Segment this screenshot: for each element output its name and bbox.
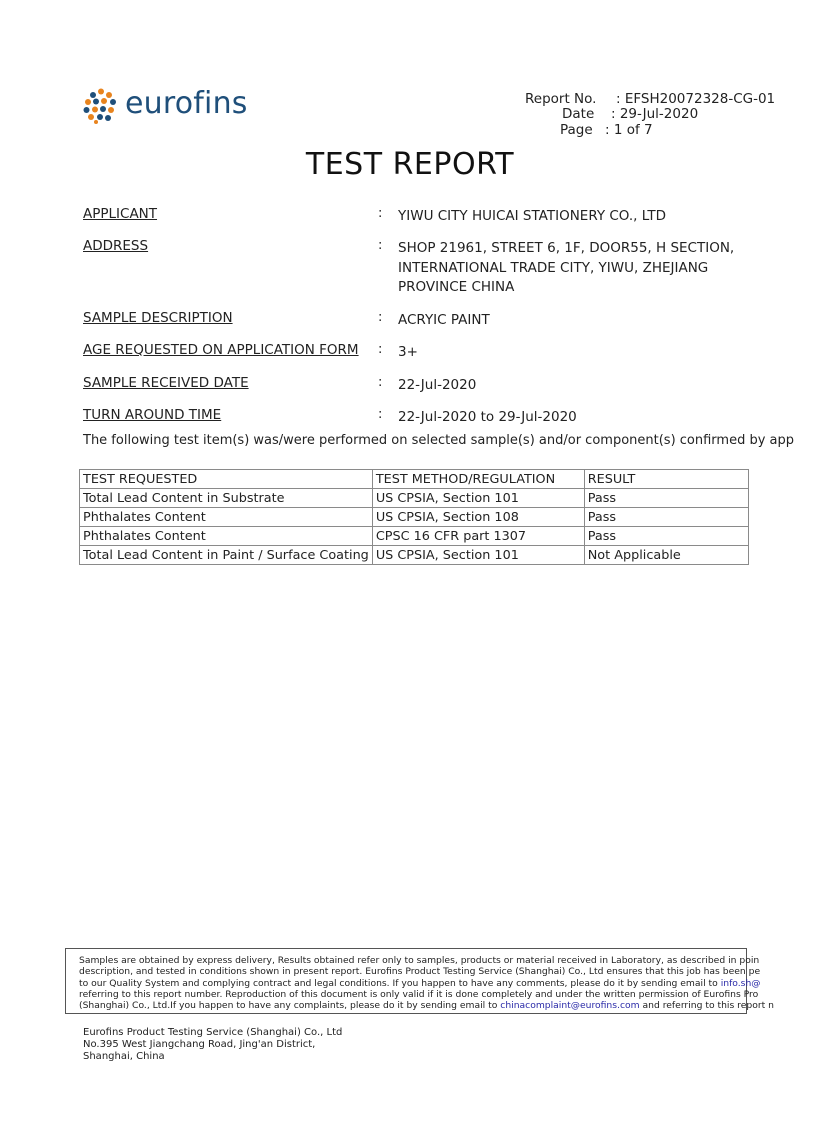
table-row (80, 546, 749, 565)
intro-text: The following test item(s) was/were performed on selected sample(s) and/or component(s) confirmed by app (83, 433, 795, 448)
cell-method: US CPSIA, Section 101 (372, 546, 584, 565)
address-colon: : (378, 238, 383, 253)
sample-description-value: ACRYIC PAINT (398, 312, 490, 328)
age-requested-value: 3+ (398, 344, 418, 360)
disclaimer-text (79, 955, 839, 1011)
sample-received-colon: : (378, 375, 383, 390)
cell-method: US CPSIA, Section 108 (372, 508, 584, 527)
eurofins-dots-icon (83, 88, 119, 124)
page-value: : 1 of 7 (605, 122, 653, 138)
table-header-row (80, 470, 749, 489)
cell-result: Pass (584, 508, 748, 527)
cell-method: CPSC 16 CFR part 1307 (372, 527, 584, 546)
turnaround-colon: : (378, 407, 383, 422)
date-value: : 29-Jul-2020 (611, 106, 699, 122)
header-result: RESULT (584, 470, 748, 489)
footer-company: Eurofins Product Testing Service (Shanghai) Co., Ltd (83, 1027, 343, 1038)
header-test-method: TEST METHOD/REGULATION (372, 470, 584, 489)
footer-city: Shanghai, China (83, 1050, 165, 1062)
disclaimer-line-3: to our Quality System and complying contract and legal conditions. If you happen to have any comments, please do it by sending email to (79, 977, 721, 989)
disclaimer-line-2: description, and tested in conditions shown in present report. Eurofins Product Testing Service (Shanghai) Co., Ltd ensures that this job has been pe (79, 966, 761, 978)
age-requested-label: AGE REQUESTED ON APPLICATION FORM (83, 342, 359, 358)
applicant-colon: : (378, 206, 383, 221)
eurofins-logo (83, 86, 273, 126)
cell-test: Phthalates Content (80, 527, 373, 546)
cell-result: Pass (584, 527, 748, 546)
disclaimer-line-1: Samples are obtained by express delivery, Results obtained refer only to samples, products or material received in Laboratory, as described in poin (79, 955, 760, 966)
report-title: TEST REPORT (305, 147, 515, 182)
applicant-value: YIWU CITY HUICAI STATIONERY CO., LTD (398, 208, 667, 224)
address-line-2: INTERNATIONAL TRADE CITY, YIWU, ZHEJIANG (398, 260, 709, 276)
logo-wordmark: eurofins (125, 86, 248, 121)
results-table (79, 469, 749, 565)
cell-result: Not Applicable (584, 546, 748, 565)
date-label: Date (562, 106, 595, 122)
turnaround-label: TURN AROUND TIME (83, 407, 222, 423)
report-no-label: Report No. (525, 91, 597, 107)
disclaimer-line-4: referring to this report number. Reproduction of this document is only valid if it is done completely and under the written permission of Eurofins Pro (79, 988, 759, 1000)
complaint-email-link[interactable]: chinacomplaint@eurofins.com (500, 1000, 640, 1012)
disclaimer-box (65, 948, 774, 1014)
cell-test: Phthalates Content (80, 508, 373, 527)
address-label: ADDRESS (83, 238, 149, 254)
cell-result: Pass (584, 489, 748, 508)
applicant-label: APPLICANT (83, 206, 158, 222)
report-no-value: : EFSH20072328-CG-01 (616, 91, 776, 107)
disclaimer-line-5: (Shanghai) Co., Ltd.If you happen to have any complaints, please do it by sending email to (79, 1000, 501, 1012)
page-label: Page (560, 122, 593, 138)
table-row (80, 489, 749, 508)
table-row (80, 527, 749, 546)
turnaround-value: 22-Jul-2020 to 29-Jul-2020 (398, 409, 577, 425)
cell-method: US CPSIA, Section 101 (372, 489, 584, 508)
table-row (80, 508, 749, 527)
sample-description-colon: : (378, 310, 383, 325)
cell-test: Total Lead Content in Paint / Surface Coating (80, 546, 373, 565)
sample-received-label: SAMPLE RECEIVED DATE (83, 375, 249, 391)
sample-description-label: SAMPLE DESCRIPTION (83, 310, 233, 326)
info-email-link[interactable]: info.sh@ (720, 977, 761, 989)
header-test-requested: TEST REQUESTED (80, 470, 373, 489)
footer-street: No.395 West Jiangchang Road, Jing'an District, (83, 1038, 316, 1050)
address-line-3: PROVINCE CHINA (398, 279, 515, 295)
age-requested-colon: : (378, 342, 383, 357)
sample-received-value: 22-Jul-2020 (398, 377, 477, 393)
cell-test: Total Lead Content in Substrate (80, 489, 373, 508)
footer-address (83, 1027, 342, 1062)
address-line-1: SHOP 21961, STREET 6, 1F, DOOR55, H SECTION, (398, 240, 735, 256)
disclaimer-line-5-end: and referring to this report n (639, 1000, 774, 1012)
